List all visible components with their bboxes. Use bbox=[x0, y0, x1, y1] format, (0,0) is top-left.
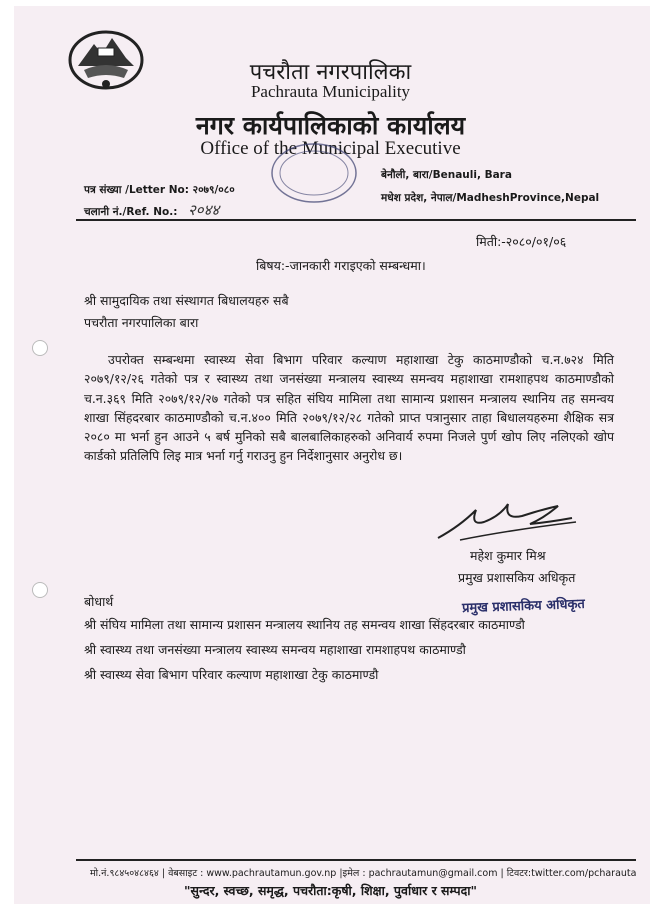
signatory-name: महेश कुमार मिश्र bbox=[470, 548, 546, 563]
letter-body: उपरोक्त सम्बन्धमा स्वास्थ्य सेवा बिभाग परिवार कल्याण महाशाखा टेकु काठमाण्डौको च.न.७२४ मिति २०७९/१२/२६ गतेको पत्र र स्वास्थ्य तथा जनसंख्या मन्त्रालय स्वास्थ्य समन्वय महाशाखा रामशाहपथ काठमाण्डौको च.न.३६९ मिति २०७९/१२/२७ गतेको पत्र सहित संघिय मामिला तथा सामान्य प्रशासन मन्त्रालय स्थानिय तह समन्वय शाखा सिंहदरबार काठमाण्डौको च.न.४०० मिति २०७९/१२/२८ गतेको प्राप्त पत्रानुसार ताहा बिधालयहरुमा शैक्षिक सत्र २०८० मा भर्ना हुन आउने ५ बर्ष मुनिको सबै बालबालिकाहरुको अनिवार्य रुपमा निजले पुर्ण खोप लिए नलिएको खोप कार्डको प्रतिलिपि लिइ मात्र भर्ना गर्नु गराउनु हुन निर्देशानुसार अनुरोध छ। bbox=[84, 352, 614, 464]
reference-number-value: २०४४ bbox=[188, 201, 220, 219]
reference-number-label: चलानी नं./Ref. No.: bbox=[84, 206, 178, 218]
office-stamp bbox=[268, 140, 360, 206]
footer-contact: मो.नं.९८४५०४८४६४ | वेबसाइट : www.pachrautamun.gov.np |इमेल : pachrautamun@gmail.com | टिवटर:twitter.com/pcharauta bbox=[90, 868, 637, 879]
addressee-line-1: श्री सामुदायिक तथा संस्थागत बिधालयहरु सबै bbox=[84, 293, 289, 308]
signatory-title: प्रमुख प्रशासकिय अधिकृत bbox=[458, 570, 576, 585]
designation-stamp: प्रमुख प्रशासकिय अधिकृत bbox=[461, 596, 586, 617]
addressee-line-2: पचरौता नगरपालिका बारा bbox=[84, 315, 199, 330]
header-divider bbox=[76, 219, 636, 221]
cc-label: बोधार्थ bbox=[84, 594, 114, 609]
punch-hole-top bbox=[32, 340, 48, 356]
footer-divider bbox=[76, 859, 636, 861]
address-line-1: बेनौली, बारा/Benauli, Bara bbox=[381, 169, 512, 181]
address-line-2: मधेश प्रदेश, नेपाल/MadheshProvince,Nepal bbox=[381, 192, 600, 204]
letter-date: मिती:-२०८०/०१/०६ bbox=[476, 234, 567, 249]
letter-number: पत्र संख्या /Letter No: २०७९/०८० bbox=[84, 184, 235, 196]
cc-item-2: श्री स्वास्थ्य तथा जनसंख्या मन्त्रालय स्वास्थ्य समन्वय महाशाखा रामशाहपथ काठमाण्डौ bbox=[84, 642, 466, 657]
cc-item-3: श्री स्वास्थ्य सेवा बिभाग परिवार कल्याण महाशाखा टेकु काठमाण्डौ bbox=[84, 667, 379, 682]
municipality-name-np: पचरौता नगरपालिका bbox=[249, 60, 412, 85]
punch-hole-bottom bbox=[32, 582, 48, 598]
handwritten-signature bbox=[430, 496, 580, 546]
municipality-name-en: Pachrauta Municipality bbox=[250, 82, 411, 101]
letter-subject: बिषय:-जानकारी गराइएको सम्बन्धमा। bbox=[256, 258, 426, 273]
cc-item-1: श्री संघिय मामिला तथा सामान्य प्रशासन मन्त्रालय स्थानिय तह समन्वय शाखा सिंहदरबार काठमाण्डौ bbox=[84, 617, 525, 632]
footer-slogan: "सुन्दर, स्वच्छ, समृद्ध, पचरौता:कृषी, शिक्षा, पुर्वाधार र सम्पदा" bbox=[184, 883, 477, 898]
office-name-np: नगर कार्यपालिकाको कार्यालय bbox=[195, 111, 466, 140]
office-name-en: Office of the Municipal Executive bbox=[200, 138, 461, 159]
